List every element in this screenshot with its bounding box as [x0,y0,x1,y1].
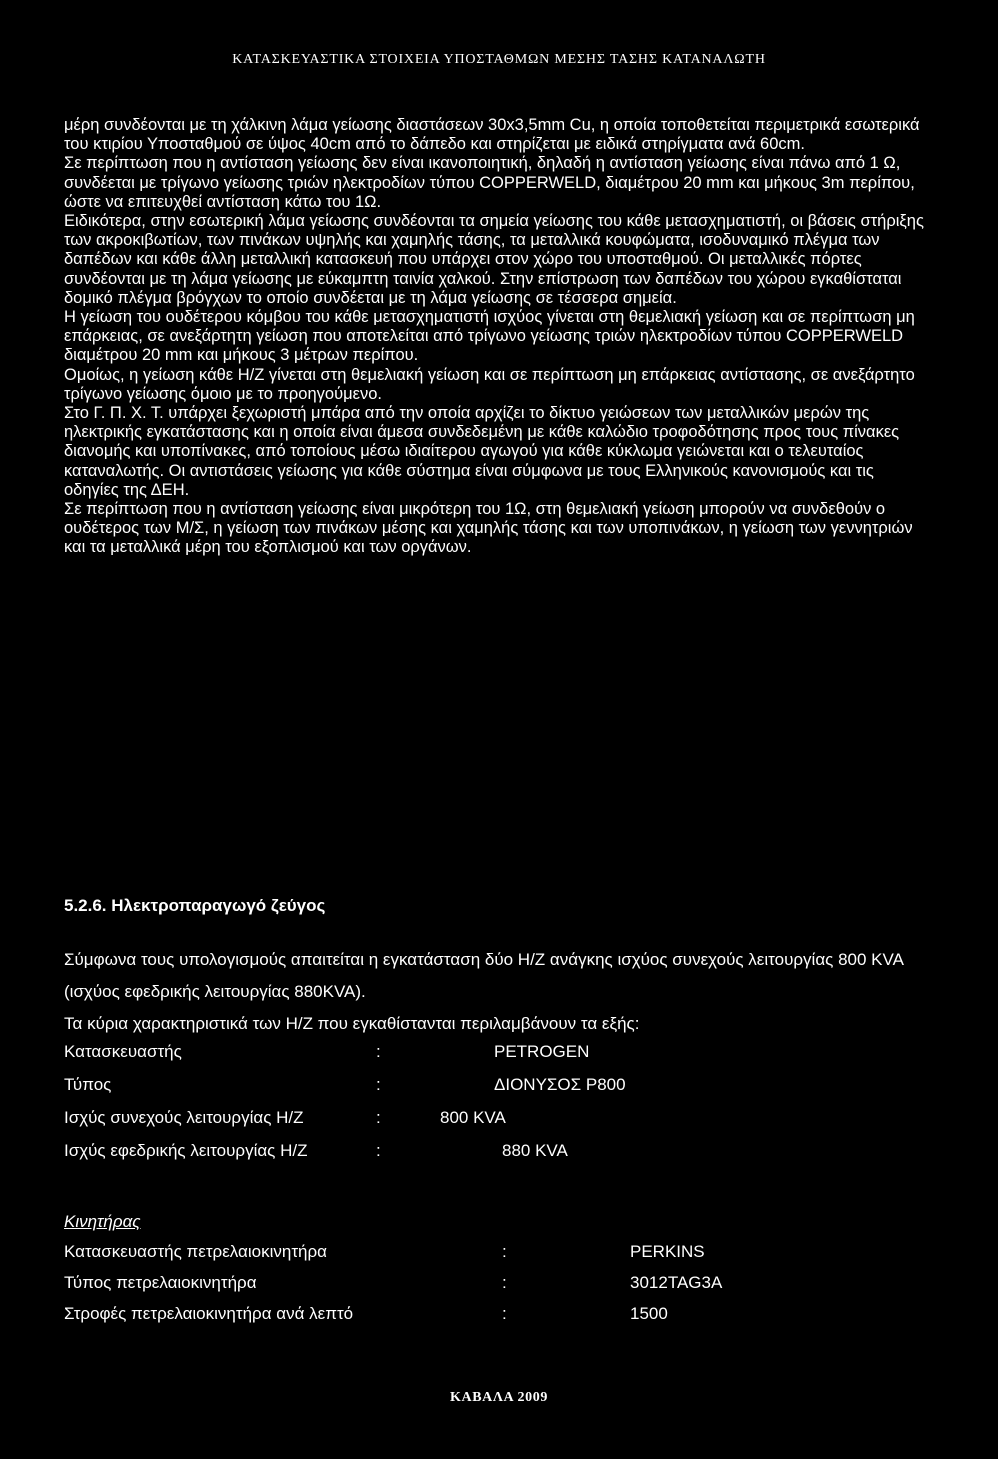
spec-value: 3012TAG3A [630,1273,723,1292]
spec-separator: : [502,1273,507,1292]
spec-row [64,1042,924,1075]
spec-separator: : [376,1141,381,1160]
spec-separator: : [502,1242,507,1261]
paragraph: Σε περίπτωση που η αντίσταση γείωσης είναι μικρότερη του 1Ω, στη θεμελιακή γείωση μπορούν να συνδεθούν ο ουδέτερος των Μ/Σ, η γείωση των πινάκων μέσης και χαμηλής τάσης και των υποπινάκων, η γείωση των γεννητριών και τα μεταλλικά μέρη του εξοπλισμού και των οργάνων. [64,500,913,557]
spec-separator: : [376,1042,381,1061]
section-title: 5.2.6. Ηλεκτροπαραγωγό ζεύγος [64,896,326,915]
paragraph: Σε περίπτωση που η αντίσταση γείωσης δεν είναι ικανοποιητική, δηλαδή η αντίσταση γείωσης είναι πάνω από 1 Ω, συνδέεται με τρίγωνο γείωσης τριών ηλεκτροδίων τύπου COPPERWELD, διαμέτρου 20 mm και μήκους 3m περίπου, ώστε να επιτευχθεί αντίσταση κάτω του 1Ω. [64,154,915,211]
engine-title: Κινητήρας [64,1212,141,1231]
spec-row [64,1141,924,1174]
spec-label: Κατασκευαστής πετρελαιοκινητήρα [64,1242,328,1261]
spec-row [64,1108,924,1141]
spec-value: ΔΙΟΝΥΣΟΣ P800 [494,1075,626,1094]
paragraph: Ομοίως, η γείωση κάθε Η/Ζ γίνεται στη θεμελιακή γείωση και σε περίπτωση μη επάρκειας αντίστασης, σε ανεξάρτητο τρίγωνο γείωσης όμοιο με το προηγούμενο. [64,365,915,403]
generator-spec-table [64,1042,924,1174]
generator-section [64,896,924,1174]
body-text [64,116,924,558]
paragraph: Η γείωση του ουδέτερου κόμβου του κάθε μετασχηματιστή ισχύος γίνεται στη θεμελιακή γείωση και σε περίπτωση μη επάρκειας, σε ανεξάρτητη γείωση που αποτελείται από τρίγωνο γείωσης τριών ηλεκτροδίων τύπου COPPERWELD διαμέτρου 20 mm και μήκους 3 μέτρων περίπου. [64,308,915,365]
spec-separator: : [376,1108,381,1127]
spec-label: Τύπος πετρελαιοκινητήρα [64,1273,257,1292]
engine-spec-row [64,1273,924,1304]
spec-separator: : [376,1075,381,1094]
paragraph: Ειδικότερα, στην εσωτερική λάμα γείωσης συνδέονται τα σημεία γείωσης του κάθε μετασχηματιστή, οι βάσεις στήριξης των ακροκιβωτίων, των πινάκων υψηλής και χαμηλής τάσης, τα μεταλλικά κουφώματα, ισοδυναμικό πλέγμα των δαπέδων και κάθε άλλη μεταλλική κατασκευή που υπάρχει στον χώρο του υποσταθμού. Οι μεταλλικές πόρτες συνδέονται με τη λάμα γείωσης με εύκαμπτη ταινία χαλκού. Στην επίστρωση των δαπέδων του χώρου εγκαθίσταται δομικό πλέγμα βρόγχων το οποίο συνδέεται με τη λάμα γείωσης σε τέσσερα σημεία. [64,212,924,307]
spec-row [64,1075,924,1108]
spec-value: 800 KVA [440,1108,506,1127]
spec-label: Ισχύς συνεχούς λειτουργίας Η/Ζ [64,1108,304,1127]
engine-spec-row [64,1304,924,1335]
paragraph: Στο Γ. Π. Χ. Τ. υπάρχει ξεχωριστή μπάρα από την οποία αρχίζει το δίκτυο γειώσεων των μεταλλικών μερών της ηλεκτρικής εγκατάστασης και η οποία είναι άμεσα συνδεδεμένη με κάθε καλώδιο τροφοδότησης προς τους πίνακες διανομής και υποπίνακες, από τοποίους μέσω ιδιαίτερου αγωγού για κάθε κύκλωμα γειώνεται και ο τελευταίος καταναλωτής. Οι αντιστάσεις γείωσης για κάθε σύστημα είναι σύμφωνα με τους Ελληνικούς κανονισμούς και τις οδηγίες της ΔΕΗ. [64,404,900,499]
spec-label: Ισχύς εφεδρικής λειτουργίας Η/Ζ [64,1141,308,1160]
engine-section [64,1212,924,1335]
engine-spec-row [64,1242,924,1273]
spec-label: Κατασκευαστής [64,1042,182,1061]
spec-label: Τύπος [64,1075,112,1094]
intro-paragraph: Τα κύρια χαρακτηριστικά των Η/Ζ που εγκαθίστανται περιλαμβάνουν τα εξής: [64,1014,640,1033]
spec-value: 1500 [630,1304,668,1323]
spec-value: 880 KVA [502,1141,568,1160]
spec-separator: : [502,1304,507,1323]
intro-paragraph: Σύμφωνα τους υπολογισμούς απαιτείται η εγκατάσταση δύο Η/Ζ ανάγκης ισχύος συνεχούς λειτουργίας 800 KVA (ισχύος εφεδρικής λειτουργίας 880KVA). [64,950,903,1001]
page-footer: ΚΑΒΑΛΑ 2009 [450,1390,548,1405]
spec-value: PERKINS [630,1242,705,1261]
page-header: ΚΑΤΑΣΚΕΥΑΣΤΙΚΑ ΣΤΟΙΧΕΙΑ ΥΠΟΣΤΑΘΜΩΝ ΜΕΣΗΣ ΤΑΣΗΣ ΚΑΤΑΝΑΛΩΤΗ [232,52,766,67]
spec-value: PETROGEN [494,1042,590,1061]
section-intro [64,944,924,1040]
spec-label: Στροφές πετρελαιοκινητήρα ανά λεπτό [64,1304,354,1323]
paragraph: μέρη συνδέονται με τη χάλκινη λάμα γείωσης διαστάσεων 30x3,5mm Cu, η οποία τοποθετείται περιμετρικά εσωτερικά του κτιρίου Υποσταθμού σε ύψος 40cm από το δάπεδο και στηρίζεται με ειδικά στηρίγματα ανά 60cm. [64,116,920,154]
